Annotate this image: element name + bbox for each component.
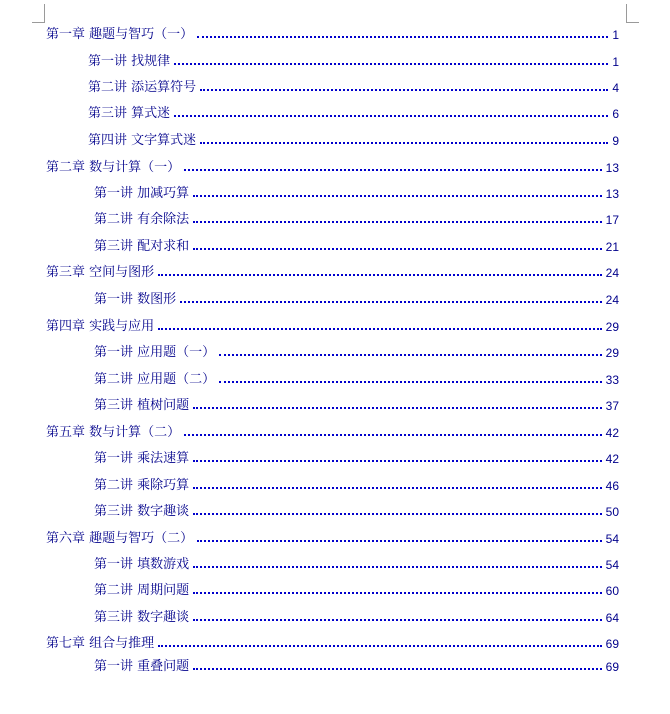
toc-dot-leader — [193, 619, 602, 621]
toc-page-number: 13 — [605, 187, 619, 201]
toc-lesson-entry[interactable] — [88, 52, 619, 72]
toc-dot-leader — [184, 434, 602, 436]
toc-lesson-entry[interactable] — [94, 370, 619, 390]
toc-lesson-entry[interactable] — [94, 581, 619, 601]
toc-dot-leader — [197, 540, 602, 542]
toc-entry-title: 第三讲 配对求和 — [94, 239, 190, 254]
toc-page-number: 24 — [605, 293, 619, 307]
toc-dot-leader — [219, 381, 602, 383]
toc-dot-leader — [180, 301, 602, 303]
toc-lesson-entry[interactable] — [94, 237, 619, 257]
toc-entry-title: 第一讲 重叠问题 — [94, 659, 190, 674]
toc-dot-leader — [158, 328, 602, 330]
toc-entry-title: 第二章 数与计算（一） — [46, 160, 181, 175]
toc-page-number: 54 — [605, 532, 619, 546]
toc-entry-title: 第一讲 乘法速算 — [94, 451, 190, 466]
toc-lesson-entry[interactable] — [88, 131, 619, 151]
toc-entry-title: 第七章 组合与推理 — [46, 636, 155, 651]
toc-entry-title: 第二讲 应用题（二） — [94, 372, 216, 387]
toc-page-number: 4 — [612, 81, 619, 95]
toc-dot-leader — [158, 274, 602, 276]
toc-page-number: 29 — [605, 320, 619, 334]
toc-entry-title: 第二讲 添运算符号 — [88, 80, 197, 95]
toc-entry-title: 第一章 趣题与智巧（一） — [46, 27, 194, 42]
toc-page-number: 33 — [605, 373, 619, 387]
toc-dot-leader — [193, 460, 602, 462]
toc-dot-leader — [193, 513, 602, 515]
toc-lesson-entry[interactable] — [94, 555, 619, 575]
toc-page-number: 24 — [605, 266, 619, 280]
toc-page-number: 60 — [605, 584, 619, 598]
toc-entry-title: 第一讲 数图形 — [94, 292, 177, 307]
toc-chapter-entry[interactable] — [46, 25, 619, 45]
toc-dot-leader — [158, 645, 602, 647]
toc-entry-title: 第一讲 加减巧算 — [94, 186, 190, 201]
toc-entry-title: 第三章 空间与图形 — [46, 265, 155, 280]
toc-dot-leader — [193, 668, 602, 670]
toc-dot-leader — [193, 566, 602, 568]
toc-page-number: 42 — [605, 452, 619, 466]
toc-entry-title: 第三讲 数字趣谈 — [94, 504, 190, 519]
toc-page-number: 46 — [605, 479, 619, 493]
toc-page-number: 69 — [605, 660, 619, 674]
toc-page-number: 1 — [612, 55, 619, 69]
toc-lesson-entry[interactable] — [94, 343, 619, 363]
toc-entry-title: 第二讲 有余除法 — [94, 212, 190, 227]
toc-page-number: 50 — [605, 505, 619, 519]
toc-chapter-entry[interactable] — [46, 158, 619, 178]
toc-entry-title: 第一讲 填数游戏 — [94, 557, 190, 572]
toc-entry-title: 第二讲 乘除巧算 — [94, 478, 190, 493]
toc-entry-title: 第三讲 数字趣谈 — [94, 610, 190, 625]
toc-lesson-entry[interactable] — [94, 449, 619, 469]
page-corner-mark-top-right — [626, 4, 639, 23]
toc-lesson-entry[interactable] — [94, 657, 619, 677]
toc-entry-title: 第一讲 找规律 — [88, 54, 171, 69]
toc-lesson-entry[interactable] — [88, 104, 619, 124]
toc-chapter-entry[interactable] — [46, 529, 619, 549]
toc-dot-leader — [193, 248, 602, 250]
toc-dot-leader — [193, 221, 602, 223]
toc-entry-title: 第三讲 植树问题 — [94, 398, 190, 413]
toc-dot-leader — [174, 115, 608, 117]
toc-page-number: 21 — [605, 240, 619, 254]
toc-entry-title: 第五章 数与计算（二） — [46, 425, 181, 440]
toc-dot-leader — [197, 36, 608, 38]
toc-dot-leader — [200, 89, 608, 91]
toc-entry-title: 第六章 趣题与智巧（二） — [46, 531, 194, 546]
toc-entry-title: 第二讲 周期问题 — [94, 583, 190, 598]
toc-lesson-entry[interactable] — [94, 502, 619, 522]
toc-page-number: 1 — [612, 28, 619, 42]
toc-page-number: 17 — [605, 213, 619, 227]
toc-page-number: 54 — [605, 558, 619, 572]
toc-entry-title: 第一讲 应用题（一） — [94, 345, 216, 360]
toc-lesson-entry[interactable] — [94, 290, 619, 310]
toc-page-number: 6 — [612, 107, 619, 121]
toc-dot-leader — [193, 195, 602, 197]
toc-dot-leader — [193, 592, 602, 594]
toc-chapter-entry[interactable] — [46, 423, 619, 443]
toc-chapter-entry[interactable] — [46, 634, 619, 654]
toc-page-number: 64 — [605, 611, 619, 625]
toc-dot-leader — [193, 487, 602, 489]
toc-page-number: 69 — [605, 637, 619, 651]
toc-entry-title: 第三讲 算式迷 — [88, 106, 171, 121]
toc-page-number: 42 — [605, 426, 619, 440]
toc-lesson-entry[interactable] — [94, 608, 619, 628]
toc-lesson-entry[interactable] — [94, 476, 619, 496]
toc-dot-leader — [184, 169, 602, 171]
toc-chapter-entry[interactable] — [46, 317, 619, 337]
toc-entry-title: 第四章 实践与应用 — [46, 319, 155, 334]
toc-page-number: 29 — [605, 346, 619, 360]
toc-entry-title: 第四讲 文字算式迷 — [88, 133, 197, 148]
toc-dot-leader — [193, 407, 602, 409]
toc-page-number: 37 — [605, 399, 619, 413]
toc-page-number: 13 — [605, 161, 619, 175]
page-corner-mark-top-left — [32, 4, 45, 23]
toc-dot-leader — [219, 354, 602, 356]
toc-chapter-entry[interactable] — [46, 263, 619, 283]
toc-lesson-entry[interactable] — [94, 184, 619, 204]
toc-dot-leader — [174, 63, 608, 65]
toc-page-number: 9 — [612, 134, 619, 148]
toc-lesson-entry[interactable] — [88, 78, 619, 98]
toc-lesson-entry[interactable] — [94, 396, 619, 416]
toc-dot-leader — [200, 142, 608, 144]
toc-lesson-entry[interactable] — [94, 210, 619, 230]
